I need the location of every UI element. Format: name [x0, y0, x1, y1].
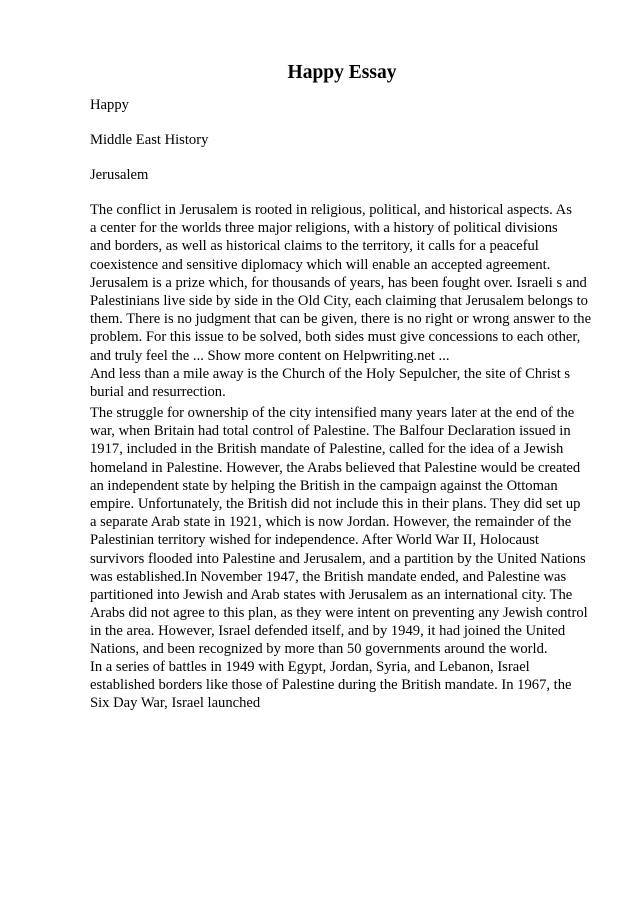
text-line: And less than a mile away is the Church of the Holy Sepulcher, the site of Christ s [90, 365, 571, 382]
text-line: burial and resurrection. [90, 383, 226, 400]
text-line: Arabs did not agree to this plan, as they were intent on preventing any Jewish control [90, 605, 588, 622]
text-line: Nations, and been recognized by more than 50 governments around the world. [90, 641, 548, 658]
text-line: The struggle for ownership of the city intensified many years later at the end of the [90, 405, 575, 421]
text-line: a center for the worlds three major religions, with a history of political divisions [90, 220, 558, 237]
text-line: established borders like those of Palestine during the British mandate. In 1967, the [90, 677, 572, 694]
text-line: war, when Britain had total control of Palestine. The Balfour Declaration issued in [90, 423, 571, 440]
text-line: and borders, as well as historical claims to the territory, it calls for a peaceful [90, 238, 539, 255]
text-line: 1917, included in the British mandate of Palestine, called for the idea of a Jewish [90, 441, 564, 458]
text-line: and truly feel the ... Show more content on Helpwriting.net ... [90, 347, 450, 364]
text-line: survivors flooded into Palestine and Jerusalem, and a partition by the United Nations [90, 550, 586, 567]
text-line: coexistence and sensitive diplomacy which will enable an accepted agreement. [90, 256, 551, 273]
text-line: The conflict in Jerusalem is rooted in religious, political, and historical aspects. As [90, 202, 572, 218]
paragraph-3 [90, 658, 610, 713]
text-line: them. There is no judgment that can be given, there is no right or wrong answer to the [90, 311, 592, 328]
meta-line-course: Middle East History [90, 132, 209, 148]
text-line: Jerusalem is a prize which, for thousands of years, has been fought over. Israeli s and [90, 274, 587, 291]
text-line: homeland in Palestine. However, the Arabs believed that Palestine would be created [90, 459, 581, 476]
text-line: empire. Unfortunately, the British did not include this in their plans. They did set up [90, 495, 581, 512]
text-line: problem. For this issue to be solved, both sides must give concessions to each other, [90, 329, 581, 346]
meta-line-happy: Happy [90, 97, 129, 113]
text-line: a separate Arab state in 1921, which is now Jordan. However, the remainder of the [90, 514, 572, 531]
text-line: Palestinians live side by side in the Old City, each claiming that Jerusalem belongs to [90, 292, 588, 309]
paragraph-2 [90, 404, 610, 659]
text-line: Palestinian territory wished for independence. After World War II, Holocaust [90, 532, 539, 549]
document-title: Happy Essay [287, 62, 397, 83]
text-line: an independent state by helping the British in the campaign against the Ottoman [90, 477, 558, 494]
text-line: in the area. However, Israel defended itself, and by 1949, it had joined the United [90, 623, 566, 640]
text-line: In a series of battles in 1949 with Egypt, Jordan, Syria, and Lebanon, Israel [90, 659, 530, 675]
text-line: partitioned into Jewish and Arab states with Jerusalem as an international city. The [90, 586, 573, 603]
paragraph-1 [90, 201, 610, 401]
meta-line-topic: Jerusalem [90, 167, 149, 183]
text-line: Six Day War, Israel launched [90, 695, 261, 712]
text-line: was established.In November 1947, the British mandate ended, and Palestine was [90, 568, 567, 585]
